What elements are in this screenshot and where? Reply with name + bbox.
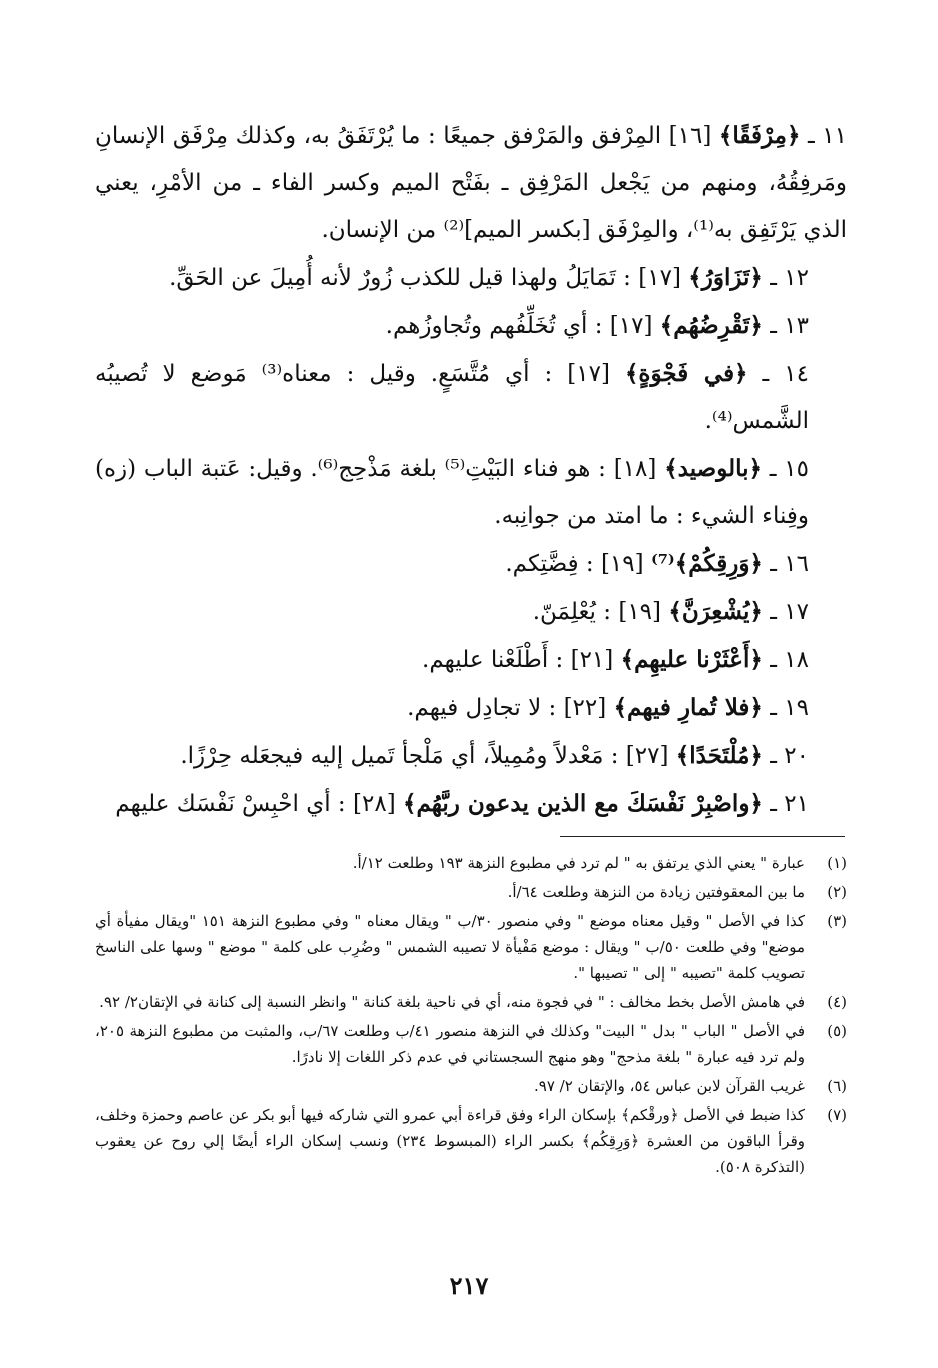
entry-word: ﴿بالوصيد﴾ xyxy=(664,455,762,482)
footnote-number: (١) xyxy=(827,854,847,872)
entry-15 xyxy=(95,445,847,540)
footnote-text: كذا ضبط في الأصل ﴿ورقْكم﴾ بإسكان الراء وفق قراءة أبي عمرو التي شاركه فيها أبو بكر عن عاصم وحمزة وخلف، وقرأ الباقون من العشرة ﴿وَرِقِكُم﴾ بكسر الراء (المبسوط ٢٣٤) ونسب إسكان الراء أيضًا إلي روح عن يعقوب (التذكرة ٥٠٨). xyxy=(95,1106,805,1176)
footnote-7 xyxy=(95,1102,847,1180)
verse-reference: [١٧] xyxy=(638,265,681,291)
footnote-text: في هامش الأصل بخط مخالف : " في فجوة منه، أي في ناحية بلغة كنانة " وانظر النسبة إلى كنانة في الإتقان٢/ ٩٢. xyxy=(99,993,805,1011)
entry-number: ١٨ ـ xyxy=(770,647,809,673)
entry-number: ١٥ ـ xyxy=(769,456,810,482)
footnote-text: غريب القرآن لابن عباس ٥٤، والإتقان ٢/ ٩٧. xyxy=(533,1077,805,1095)
footnote-divider xyxy=(560,836,845,837)
entry-definition: : يُعْلِمَنّ. xyxy=(532,599,612,625)
entry-definition: : أَطْلَعْنا عليهم. xyxy=(422,647,564,673)
entry-word: ﴿واصْبِرْ نَفْسَكَ مع الذين يدعون ربَّهُم﴾ xyxy=(402,790,763,817)
footnote-number: (٣) xyxy=(827,912,847,930)
entry-number: ٢٠ ـ xyxy=(770,743,809,769)
entry-definition: : أي تُخَلِّفُهم وتُجاوزُهم. xyxy=(385,313,603,339)
page-number: ٢١٧ xyxy=(449,1271,489,1300)
entry-number: ١٧ ـ xyxy=(770,599,809,625)
verse-reference: [١٦] xyxy=(668,123,712,149)
entry-number: ١٢ ـ xyxy=(770,265,809,291)
entry-19 xyxy=(95,684,847,732)
entry-number: ١٦ ـ xyxy=(770,551,809,577)
entry-definition: : لا تجادِل فيهم. xyxy=(407,695,557,721)
entry-13 xyxy=(95,302,847,350)
footnote-text: في الأصل " الباب " بدل " البيت" وكذلك في النزهة منصور ٤١/ب وطلعت ٦٧/ب، والمثبت من مطبوع النزهة ٢٠٥، ولم ترد فيه عبارة " بلغة مذحج" وهو منهج السجستاني في عدم ذكر اللغات إلا نادرًا. xyxy=(95,1022,805,1066)
entry-16 xyxy=(95,540,847,588)
entry-18 xyxy=(95,636,847,684)
footnote-text: كذا في الأصل " وقيل معناه موضع " وفي منصور ٣٠/ب " ويقال معناه " وفي مطبوع النزهة ١٥١ "ويقال مفيأة أي موضع" وفي طلعت ٥٠/ب " ويقال : موضع مَفْيأة لا تصيبه الشمس " وضُرِب على كلمة " موضع " وسها على الناسخ تصويب كلمة "تصيبه " إلى " تصيبها ". xyxy=(95,912,805,982)
footnote-5 xyxy=(95,1018,847,1070)
verse-reference: [١٩] xyxy=(600,551,644,577)
entry-definition: : مَعْدلاً ومُمِيلاً، أي مَلْجأ تَميل إليه فيجعَله حِرْزًا. xyxy=(180,743,619,769)
footnote-number: (٦) xyxy=(827,1077,847,1095)
entry-12 xyxy=(95,254,847,302)
entry-definition: : تَمَايَلُ ولهذا قيل للكذب زُورٌ لأنه أُمِيلَ عن الحَقِّ. xyxy=(169,265,631,291)
entry-number: ١١ ـ xyxy=(808,123,848,149)
entry-20 xyxy=(95,732,847,780)
entry-21 xyxy=(95,780,847,828)
verse-reference: [٢١] xyxy=(570,647,614,673)
entry-14 xyxy=(95,350,847,445)
entry-word: ﴿تَزَاوَرُ﴾ xyxy=(688,264,763,291)
main-text xyxy=(95,112,847,828)
entry-word: ﴿وَرِقِكُمْ﴾⁽⁷⁾ xyxy=(650,550,763,577)
entry-word: ﴿في فَجْوَةٍ﴾ xyxy=(624,360,748,387)
entry-17 xyxy=(95,588,847,636)
entry-number: ١٩ ـ xyxy=(770,695,809,721)
entry-number: ١٣ ـ xyxy=(770,313,809,339)
verse-reference: [٢٧] xyxy=(625,743,669,769)
entry-word: ﴿أَعْثَرْنا عليهِم﴾ xyxy=(620,646,763,673)
entry-word: ﴿مُلْتَحَدًا﴾ xyxy=(675,742,763,769)
footnote-3 xyxy=(95,908,847,986)
entry-word: ﴿يُشْعِرَنَّ﴾ xyxy=(668,598,763,625)
entry-word: ﴿فلا تُمارِ فيهم﴾ xyxy=(613,694,763,721)
verse-reference: [٢٨] xyxy=(352,791,396,817)
verse-reference: [٢٢] xyxy=(563,695,607,721)
footnote-number: (٤) xyxy=(827,993,847,1011)
footnote-1 xyxy=(95,850,847,876)
entry-word: ﴿مِرْفَقًا﴾ xyxy=(718,122,801,149)
footnote-4 xyxy=(95,989,847,1015)
footnote-2 xyxy=(95,879,847,905)
footnote-number: (٧) xyxy=(827,1106,847,1124)
verse-reference: [١٩] xyxy=(618,599,662,625)
entry-definition: : فِضَّتِكم. xyxy=(505,551,594,577)
entry-number: ٢١ ـ xyxy=(770,791,809,817)
entry-word: ﴿تَقْرِضُهُم﴾ xyxy=(659,312,763,339)
verse-reference: [١٨] xyxy=(613,456,657,482)
footnotes xyxy=(95,850,847,1183)
entry-definition: : أي مُتَّسَعٍ. وقيل : معناه⁽³⁾ مَوضع لا تُصيبُه الشَّمس⁽⁴⁾. xyxy=(95,361,809,434)
footnote-text: عبارة " يعني الذي يرتفق به " لم ترد في مطبوع النزهة ١٩٣ وطلعت ١٢/أ. xyxy=(352,854,805,872)
entry-11 xyxy=(95,112,847,254)
entry-definition: : أي احْبِسْ نَفْسَك عليهم xyxy=(115,791,346,817)
verse-reference: [١٧] xyxy=(609,313,653,339)
footnote-number: (٥) xyxy=(827,1022,847,1040)
entry-definition: : هو فناء البَيْتِ⁽⁵⁾ بلغة مَذْحِج⁽⁶⁾. وقيل: عَتبة الباب (زه) وفِناء الشيء : ما امتد من جوانِبه. xyxy=(95,456,809,529)
entry-definition: المِرْفق والمَرْفق جميعًا : ما يُرْتَفَقُ به، وكذلك مِرْفَق الإنسانِ ومَرفِقُهُ، ومنهم من يَجْعل المَرْفِق ـ بفَتْح الميم وكسر الفاء ـ من الأمْرِ، يعني الذي يَرْتَفِق به⁽¹⁾، والمِرْفَق [بكسر الميم]⁽²⁾ من الإنسان. xyxy=(95,123,847,243)
verse-reference: [١٧] xyxy=(567,361,610,387)
footnote-6 xyxy=(95,1073,847,1099)
footnote-text: ما بين المعقوفتين زيادة من النزهة وطلعت ٦٤/أ. xyxy=(507,883,805,901)
footnote-number: (٢) xyxy=(827,883,847,901)
entry-number: ١٤ ـ xyxy=(762,361,810,387)
